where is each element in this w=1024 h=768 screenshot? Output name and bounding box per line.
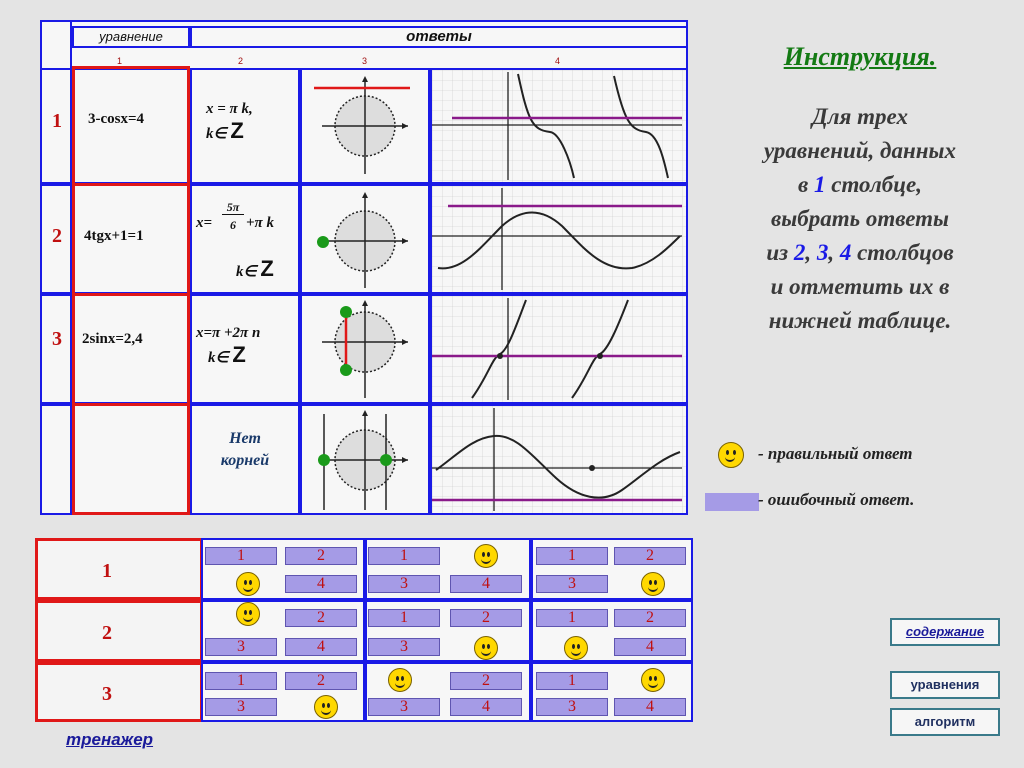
answer-button[interactable]: 2: [285, 672, 357, 690]
col-number-1: 1: [117, 56, 123, 66]
answer-button[interactable]: 2: [450, 672, 522, 690]
answer-2-row4: Нет корней: [220, 430, 270, 469]
answer-button[interactable]: 2: [614, 609, 686, 627]
equations-button[interactable]: уравнения: [890, 671, 1000, 699]
header-answers-cell: [190, 26, 688, 48]
answer-button[interactable]: 1: [536, 672, 608, 690]
row-number-1: 1: [52, 110, 62, 132]
answer-button[interactable]: 4: [450, 698, 522, 716]
function-graph-icon: [432, 406, 686, 513]
answer-button[interactable]: 3: [205, 698, 277, 716]
answer-button[interactable]: 4: [614, 638, 686, 656]
smiley-icon[interactable]: [474, 636, 498, 660]
answer-button[interactable]: 3: [205, 638, 277, 656]
algorithm-button[interactable]: алгоритм: [890, 708, 1000, 736]
trainer-link[interactable]: тренажер: [66, 730, 154, 749]
answer-button[interactable]: 4: [450, 575, 522, 593]
unit-circle-icon: [302, 186, 428, 292]
unit-circle-icon: [302, 70, 428, 182]
answer-button[interactable]: 3: [536, 698, 608, 716]
answer-row-label-1: [35, 538, 203, 600]
answer-button[interactable]: 1: [205, 672, 277, 690]
function-graph-icon: [432, 70, 686, 182]
equation-1: 3-cosx=4: [88, 111, 145, 127]
function-graph-icon: [432, 296, 686, 402]
smiley-icon[interactable]: [564, 636, 588, 660]
legend-wrong: - ошибочный ответ.: [758, 490, 915, 509]
row-label-2: 2: [102, 622, 112, 644]
answer-button[interactable]: 4: [614, 698, 686, 716]
col-number-4: 4: [555, 56, 561, 66]
row-number-3: 3: [52, 328, 62, 350]
smiley-icon[interactable]: [388, 668, 412, 692]
header-answers: ответы: [406, 28, 472, 45]
legend-correct: - правильный ответ: [758, 444, 913, 463]
unit-circle-icon: [302, 296, 428, 402]
answer-button[interactable]: 2: [614, 547, 686, 565]
smiley-icon[interactable]: [236, 572, 260, 596]
col-number-2: 2: [238, 56, 244, 66]
answer-row-label-3: [35, 662, 203, 722]
wrong-answer-swatch: [705, 493, 759, 511]
selection-frame-row4: [72, 403, 190, 515]
row-label-3: 3: [102, 683, 112, 705]
answer-button[interactable]: 1: [536, 609, 608, 627]
smiley-icon[interactable]: [474, 544, 498, 568]
instruction-text: Для трех уравнений, данных в 1 столбце, выбрать ответы из 2, 3, 4 столбцов и отметить их в нижней таблице.: [764, 104, 956, 333]
row-number-2: 2: [52, 225, 62, 247]
answer-button[interactable]: 1: [205, 547, 277, 565]
answer-button[interactable]: 3: [368, 698, 440, 716]
smiley-icon[interactable]: [641, 572, 665, 596]
unit-circle-icon: [302, 406, 428, 513]
answer-button[interactable]: 3: [368, 638, 440, 656]
answer-button[interactable]: 4: [285, 638, 357, 656]
equation-2: 4tgx+1=1: [84, 228, 144, 244]
answer-button[interactable]: 1: [368, 547, 440, 565]
answer-2-row2: x= 5π 6 +π k k∈ Z: [196, 200, 274, 281]
answer-button[interactable]: 3: [536, 575, 608, 593]
answer-button[interactable]: 1: [536, 547, 608, 565]
selection-frame-row3: [72, 293, 190, 406]
instruction-title: Инструкция.: [783, 42, 937, 71]
smiley-icon[interactable]: [236, 602, 260, 626]
function-graph-icon: [432, 186, 686, 292]
equation-3: 2sinx=2,4: [82, 331, 143, 347]
answer-button[interactable]: 2: [285, 547, 357, 565]
answer-button[interactable]: 2: [450, 609, 522, 627]
col-number-3: 3: [362, 56, 368, 66]
smiley-icon[interactable]: [314, 695, 338, 719]
header-equation-cell: [72, 26, 190, 48]
contents-button[interactable]: содержание: [890, 618, 1000, 646]
answer-row-label-2: [35, 600, 203, 662]
answer-button[interactable]: 1: [368, 609, 440, 627]
answer-2-row3: x=π +2π n k∈ Z: [196, 325, 261, 367]
smiley-icon: [718, 442, 744, 468]
row-label-1: 1: [102, 560, 112, 582]
answer-2-row1: x = π k, k∈ Z: [206, 101, 253, 143]
answer-button[interactable]: 4: [285, 575, 357, 593]
answer-button[interactable]: 3: [368, 575, 440, 593]
smiley-icon[interactable]: [641, 668, 665, 692]
header-equation: уравнение: [99, 29, 163, 44]
answer-button[interactable]: 2: [285, 609, 357, 627]
